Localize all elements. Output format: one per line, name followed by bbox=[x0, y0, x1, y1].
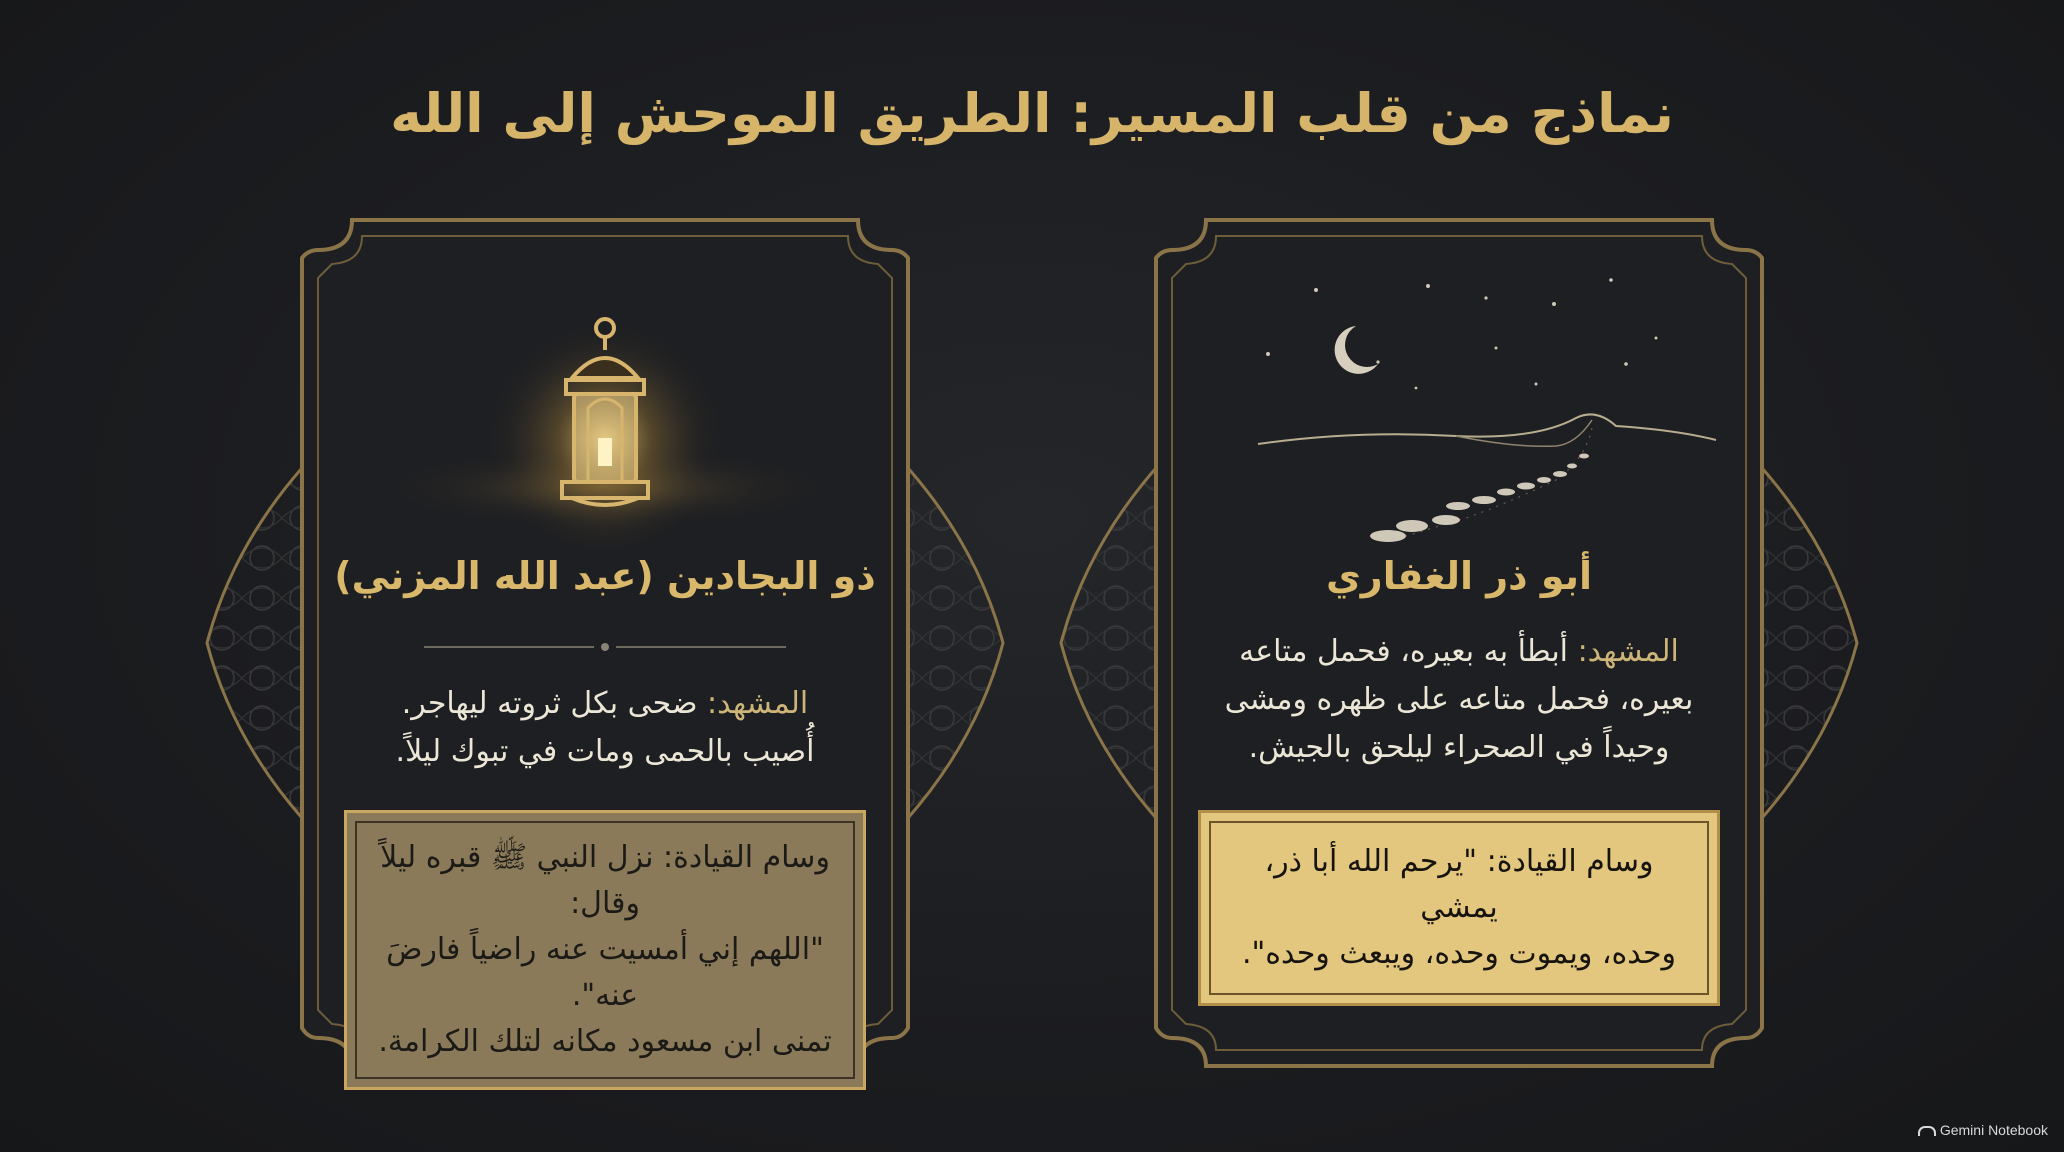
scene-line bbox=[1196, 628, 1722, 676]
lantern-icon bbox=[302, 298, 908, 558]
badge-line-2: "اللهم إني أمسيت عنه راضياً فارضَ عنه". bbox=[386, 932, 824, 1013]
badge-line-3: تمنى ابن مسعود مكانه لتلك الكرامة. bbox=[378, 1024, 832, 1059]
scene-label: المشهد: bbox=[1577, 634, 1679, 669]
scene-label: المشهد: bbox=[707, 686, 809, 721]
scene-line-2: أُصيب بالحمى ومات في تبوك ليلاً. bbox=[395, 734, 815, 769]
card-name: أبو ذر الغفاري bbox=[1325, 554, 1593, 598]
watermark-text: Gemini Notebook bbox=[1939, 1122, 2048, 1138]
leadership-badge bbox=[344, 810, 866, 1090]
leadership-badge bbox=[1198, 810, 1720, 1006]
scene-line-3: وحيداً في الصحراء ليلحق بالجيش. bbox=[1248, 730, 1670, 765]
desert-footprints-icon bbox=[1156, 268, 1762, 548]
scene-text bbox=[342, 680, 868, 776]
card-name: ذو البجادين (عبد الله المزني) bbox=[334, 554, 876, 598]
badge-line-1: وسام القيادة: نزل النبي ﷺ قبره ليلاً وقال: bbox=[380, 840, 830, 921]
watermark bbox=[1918, 1122, 2048, 1138]
badge-line-1: وسام القيادة: "يرحم الله أبا ذر، يمشي bbox=[1264, 844, 1654, 925]
card-abu-dharr bbox=[1156, 218, 1762, 1068]
badge-line-2: وحده، ويموت وحده، ويبعث وحده". bbox=[1241, 936, 1677, 971]
scene-line bbox=[342, 680, 868, 728]
scene-line-1: أبطأ به بعيره، فحمل متاعه bbox=[1239, 634, 1569, 669]
page-title: نماذج من قلب المسير: الطريق الموحش إلى الله bbox=[390, 82, 1674, 145]
divider bbox=[424, 640, 786, 654]
notebook-logo-icon bbox=[1918, 1126, 1936, 1136]
card-dhul-bijadayn bbox=[302, 218, 908, 1068]
scene-text bbox=[1196, 628, 1722, 772]
scene-line-1: ضحى بكل ثروته ليهاجر. bbox=[401, 686, 698, 721]
scene-line-2: بعيره، فحمل متاعه على ظهره ومشى bbox=[1224, 682, 1694, 717]
